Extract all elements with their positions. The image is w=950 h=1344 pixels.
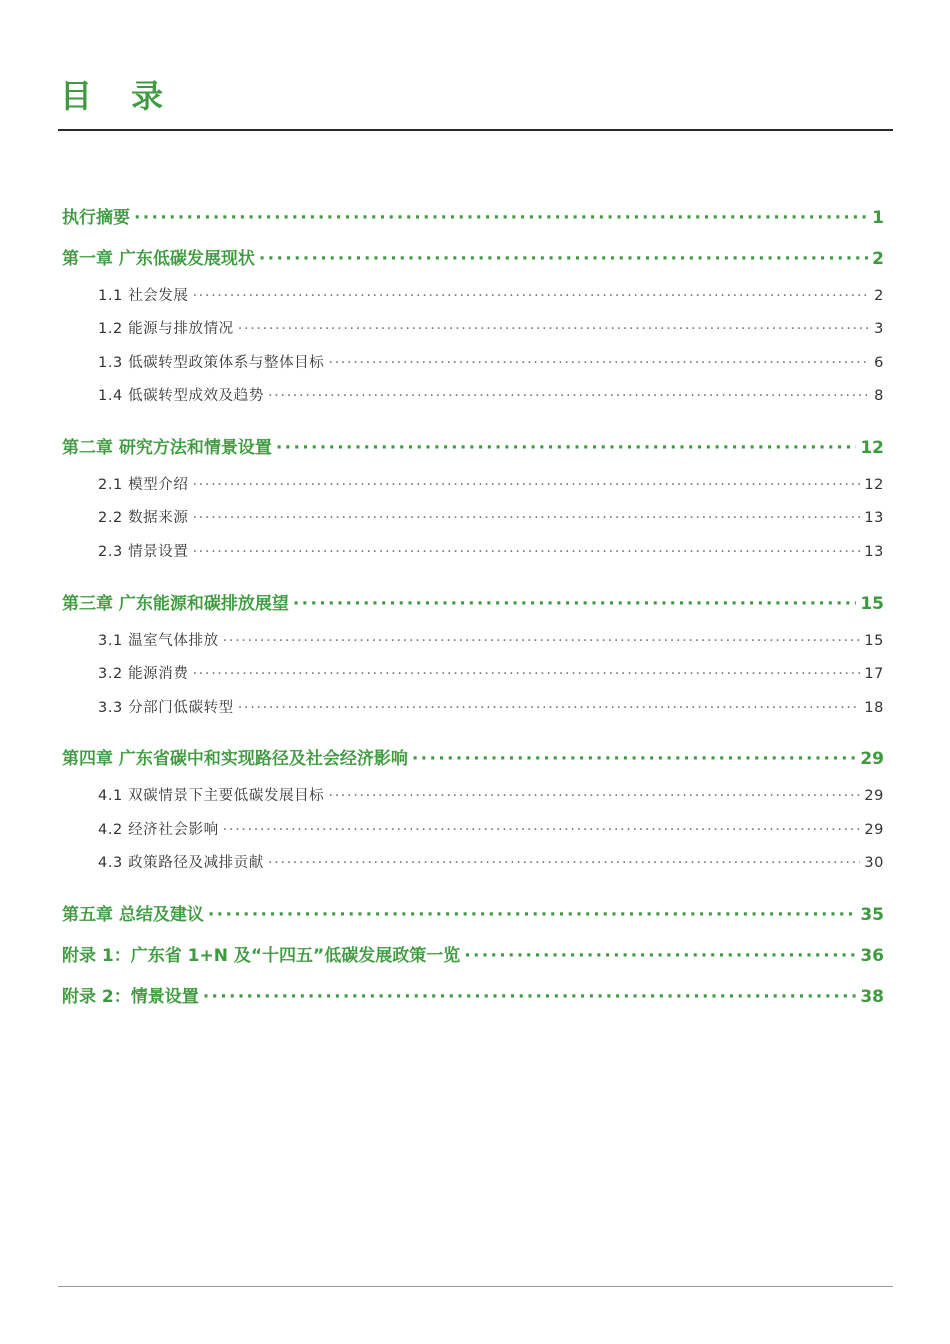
toc-page-number: 36 xyxy=(860,946,884,966)
dot-leader xyxy=(238,700,861,716)
dot-leader xyxy=(259,249,868,269)
dot-leader xyxy=(293,594,856,614)
toc-entry-chapter-1[interactable] xyxy=(62,244,884,269)
toc-entry-section-1-4[interactable] xyxy=(98,384,884,405)
toc-page-number: 18 xyxy=(864,700,884,716)
dot-leader xyxy=(328,788,860,804)
toc-page-number: 35 xyxy=(860,905,884,925)
toc-page-number: 3 xyxy=(874,321,884,337)
toc-entry-appendix-2[interactable] xyxy=(62,982,884,1007)
dot-leader xyxy=(328,355,870,371)
toc-page-number: 2 xyxy=(872,249,884,269)
toc-entry-chapter-5[interactable] xyxy=(62,900,884,925)
dot-leader xyxy=(223,633,861,649)
toc-entry-section-1-3[interactable] xyxy=(98,351,884,372)
dot-leader xyxy=(192,544,860,560)
dot-leader xyxy=(192,477,860,493)
toc-entry-chapter-3[interactable] xyxy=(62,589,884,614)
toc-page-number: 8 xyxy=(874,388,884,404)
toc-entry-title: 3.2 能源消费 xyxy=(98,666,189,682)
toc-entry-section-3-1[interactable] xyxy=(98,629,884,650)
dot-leader xyxy=(223,822,861,838)
toc-entry-section-4-3[interactable] xyxy=(98,851,884,872)
dot-leader xyxy=(134,208,868,228)
toc-entry-title: 1.1 社会发展 xyxy=(98,288,189,304)
toc-entry-title: 第五章 总结及建议 xyxy=(62,905,204,925)
toc-entry-title: 第四章 广东省碳中和实现路径及社会经济影响 xyxy=(62,749,408,769)
toc-entry-section-2-3[interactable] xyxy=(98,540,884,561)
toc-entry-title: 4.1 双碳情景下主要低碳发展目标 xyxy=(98,788,325,804)
toc-entry-appendix-1[interactable] xyxy=(62,941,884,966)
toc-page-number: 6 xyxy=(874,355,884,371)
dot-leader xyxy=(192,666,860,682)
toc-entry-section-4-1[interactable] xyxy=(98,784,884,805)
toc-entry-title: 第三章 广东能源和碳排放展望 xyxy=(62,594,289,614)
toc-page-number: 13 xyxy=(864,544,884,560)
dot-leader xyxy=(464,946,856,966)
toc-entry-title: 1.2 能源与排放情况 xyxy=(98,321,234,337)
title-divider xyxy=(58,129,893,131)
dot-leader xyxy=(203,987,857,1007)
toc-page-number: 29 xyxy=(864,788,884,804)
dot-leader xyxy=(276,438,856,458)
toc-entry-section-2-1[interactable] xyxy=(98,473,884,494)
toc-entry-title: 3.1 温室气体排放 xyxy=(98,633,219,649)
toc-entry-executive-summary[interactable] xyxy=(62,203,884,228)
toc-page-number: 13 xyxy=(864,510,884,526)
toc-entry-title: 2.2 数据来源 xyxy=(98,510,189,526)
toc-entry-title: 附录 1：广东省 1+N 及“十四五”低碳发展政策一览 xyxy=(62,946,461,966)
dot-leader xyxy=(192,510,860,526)
toc-page-number: 17 xyxy=(864,666,884,682)
toc-entry-section-3-3[interactable] xyxy=(98,696,884,717)
dot-leader xyxy=(268,388,870,404)
toc-page-number: 15 xyxy=(860,594,884,614)
dot-leader xyxy=(192,288,870,304)
dot-leader xyxy=(208,905,856,925)
dot-leader xyxy=(412,749,856,769)
toc-page-number: 12 xyxy=(864,477,884,493)
toc-entry-title: 4.2 经济社会影响 xyxy=(98,822,219,838)
toc-page-number: 15 xyxy=(864,633,884,649)
toc-page-number: 12 xyxy=(860,438,884,458)
toc-entry-title: 附录 2：情景设置 xyxy=(62,987,199,1007)
toc-entry-title: 3.3 分部门低碳转型 xyxy=(98,700,234,716)
toc-entry-title: 4.3 政策路径及减排贡献 xyxy=(98,855,264,871)
toc-page-number: 30 xyxy=(864,855,884,871)
toc-entry-section-2-2[interactable] xyxy=(98,506,884,527)
page-title: 目 录 xyxy=(60,77,178,115)
toc-entry-title: 第一章 广东低碳发展现状 xyxy=(62,249,255,269)
footer-divider xyxy=(58,1286,893,1287)
toc-page-number: 29 xyxy=(860,749,884,769)
dot-leader xyxy=(268,855,860,871)
toc-entry-chapter-2[interactable] xyxy=(62,433,884,458)
toc-entry-title: 2.3 情景设置 xyxy=(98,544,189,560)
toc-entry-section-1-1[interactable] xyxy=(98,284,884,305)
toc-page-number: 1 xyxy=(872,208,884,228)
toc-entry-title: 1.4 低碳转型成效及趋势 xyxy=(98,388,264,404)
toc-page-number: 38 xyxy=(860,987,884,1007)
toc-page-number: 2 xyxy=(874,288,884,304)
toc-entry-chapter-4[interactable] xyxy=(62,744,884,769)
toc-entry-title: 执行摘要 xyxy=(62,208,130,228)
toc-entry-section-1-2[interactable] xyxy=(98,317,884,338)
toc-page-number: 29 xyxy=(864,822,884,838)
toc-entry-section-4-2[interactable] xyxy=(98,818,884,839)
toc-entry-title: 第二章 研究方法和情景设置 xyxy=(62,438,272,458)
toc-entry-title: 2.1 模型介绍 xyxy=(98,477,189,493)
toc-entry-title: 1.3 低碳转型政策体系与整体目标 xyxy=(98,355,325,371)
toc-entry-section-3-2[interactable] xyxy=(98,662,884,683)
dot-leader xyxy=(238,321,870,337)
